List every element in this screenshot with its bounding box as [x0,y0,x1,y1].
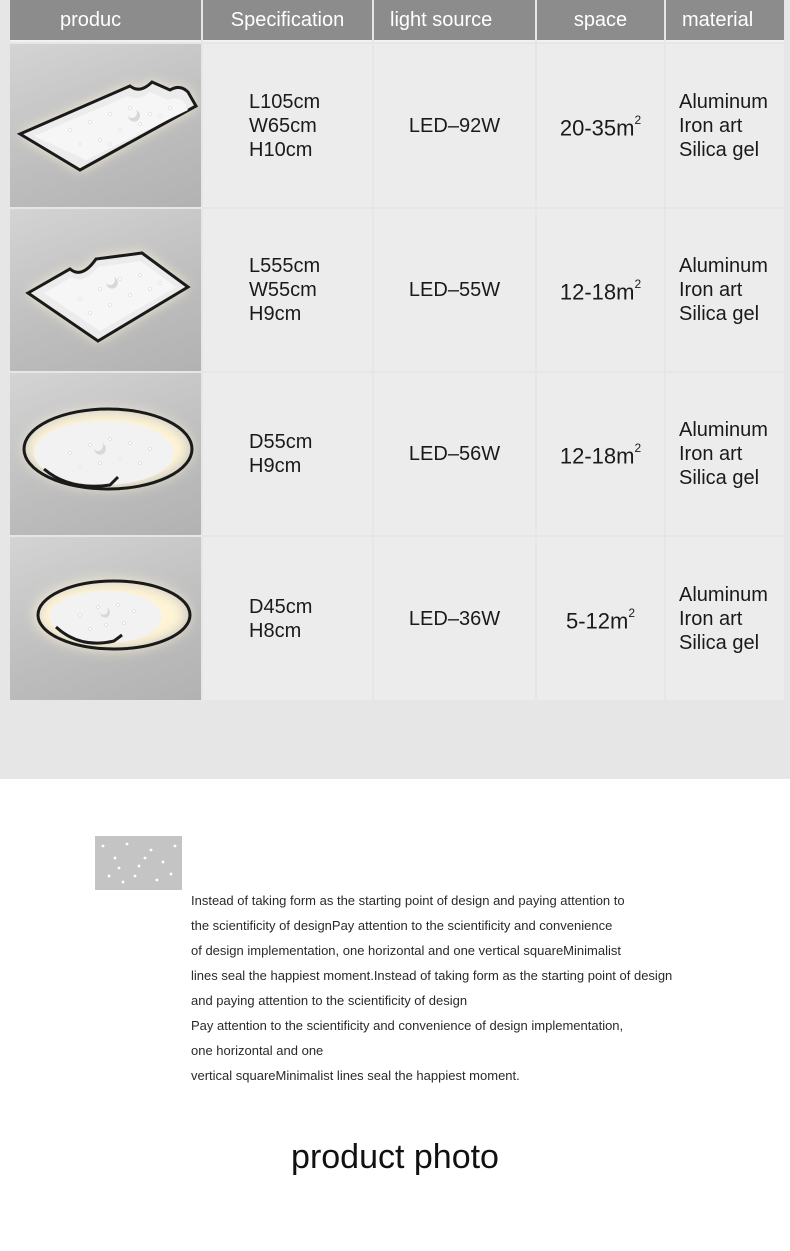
space-unit-sup: 2 [628,605,636,620]
material-item: Iron art [679,443,743,465]
spec-height: H9cm [249,303,302,325]
space-value: 5-12m [565,608,629,634]
product-image-rect-large [10,44,201,207]
space-cell [537,209,664,371]
space-unit-sup: 2 [634,441,642,456]
material-cell [666,373,784,535]
product-image-round-large [10,373,201,535]
ceiling-light-rect-icon [10,209,201,371]
description-line: vertical squareMinimalist lines seal the happiest moment. [191,1068,520,1083]
material-cell [666,537,784,700]
spec-height: H8cm [249,619,302,642]
description-text [191,888,751,1088]
space-unit-sup: 2 [634,277,642,292]
spec-length: L555cm [249,255,321,277]
header-product: produc [10,0,201,42]
material-item: Iron art [679,114,743,137]
material-cell [666,209,784,371]
header-material: material [666,0,784,42]
spec-diameter: D55cm [249,431,313,453]
material-item: Silica gel [679,303,760,325]
material-item: Aluminum [679,255,768,277]
space-value: 20-35m [559,115,635,141]
ceiling-light-rect-icon [10,44,201,207]
description-line: the scientificity of designPay attention to the scientificity and convenience [191,918,613,933]
star-texture-thumbnail [95,836,182,890]
material-item: Aluminum [679,583,768,606]
spec-width: W65cm [249,114,317,137]
header-light-source: light source [374,0,535,42]
description-line: lines seal the happiest moment.Instead of taking form as the starting point of design [191,968,673,983]
header-space: space [537,0,664,42]
star-pattern-icon [95,836,182,890]
space-cell [537,373,664,535]
material-item: Silica gel [679,467,760,489]
spec-cell [203,373,372,535]
space-cell [537,44,664,207]
material-item: Silica gel [679,631,760,654]
material-cell [666,44,784,207]
spec-length: L105cm [249,90,321,113]
space-unit-sup: 2 [634,112,642,127]
spec-cell [203,209,372,371]
description-line: Pay attention to the scientificity and convenience of design implementation, [191,1018,624,1033]
spec-cell [203,44,372,207]
description-line: of design implementation, one horizontal and one vertical squareMinimalist [191,943,621,958]
ceiling-light-round-icon [10,373,201,535]
description-line: one horizontal and one [191,1043,324,1058]
material-item: Aluminum [679,419,768,441]
spec-diameter: D45cm [249,595,313,618]
section-title-product-photo: product photo [291,1138,499,1176]
light-source-cell: LED–92W [374,44,535,207]
light-source-cell: LED–56W [374,373,535,535]
light-source-cell: LED–55W [374,209,535,371]
description-line: Instead of taking form as the starting point of design and paying attention to [191,893,625,908]
spec-cell [203,537,372,700]
spec-height: H9cm [249,455,302,477]
spec-table [10,0,778,700]
spec-width: W55cm [249,279,317,301]
product-image-rect-medium [10,209,201,371]
light-source-cell: LED–36W [374,537,535,700]
material-item: Aluminum [679,90,768,113]
material-item: Iron art [679,279,743,301]
space-value: 12-18m [559,443,635,469]
material-item: Iron art [679,607,743,630]
product-image-round-small [10,537,201,700]
material-item: Silica gel [679,138,760,161]
header-specification: Specification [203,0,372,42]
spec-height: H10cm [249,138,313,161]
space-value: 12-18m [559,279,635,305]
space-cell [537,537,664,700]
description-line: and paying attention to the scientificity of design [191,993,468,1008]
ceiling-light-round-icon [10,537,201,700]
